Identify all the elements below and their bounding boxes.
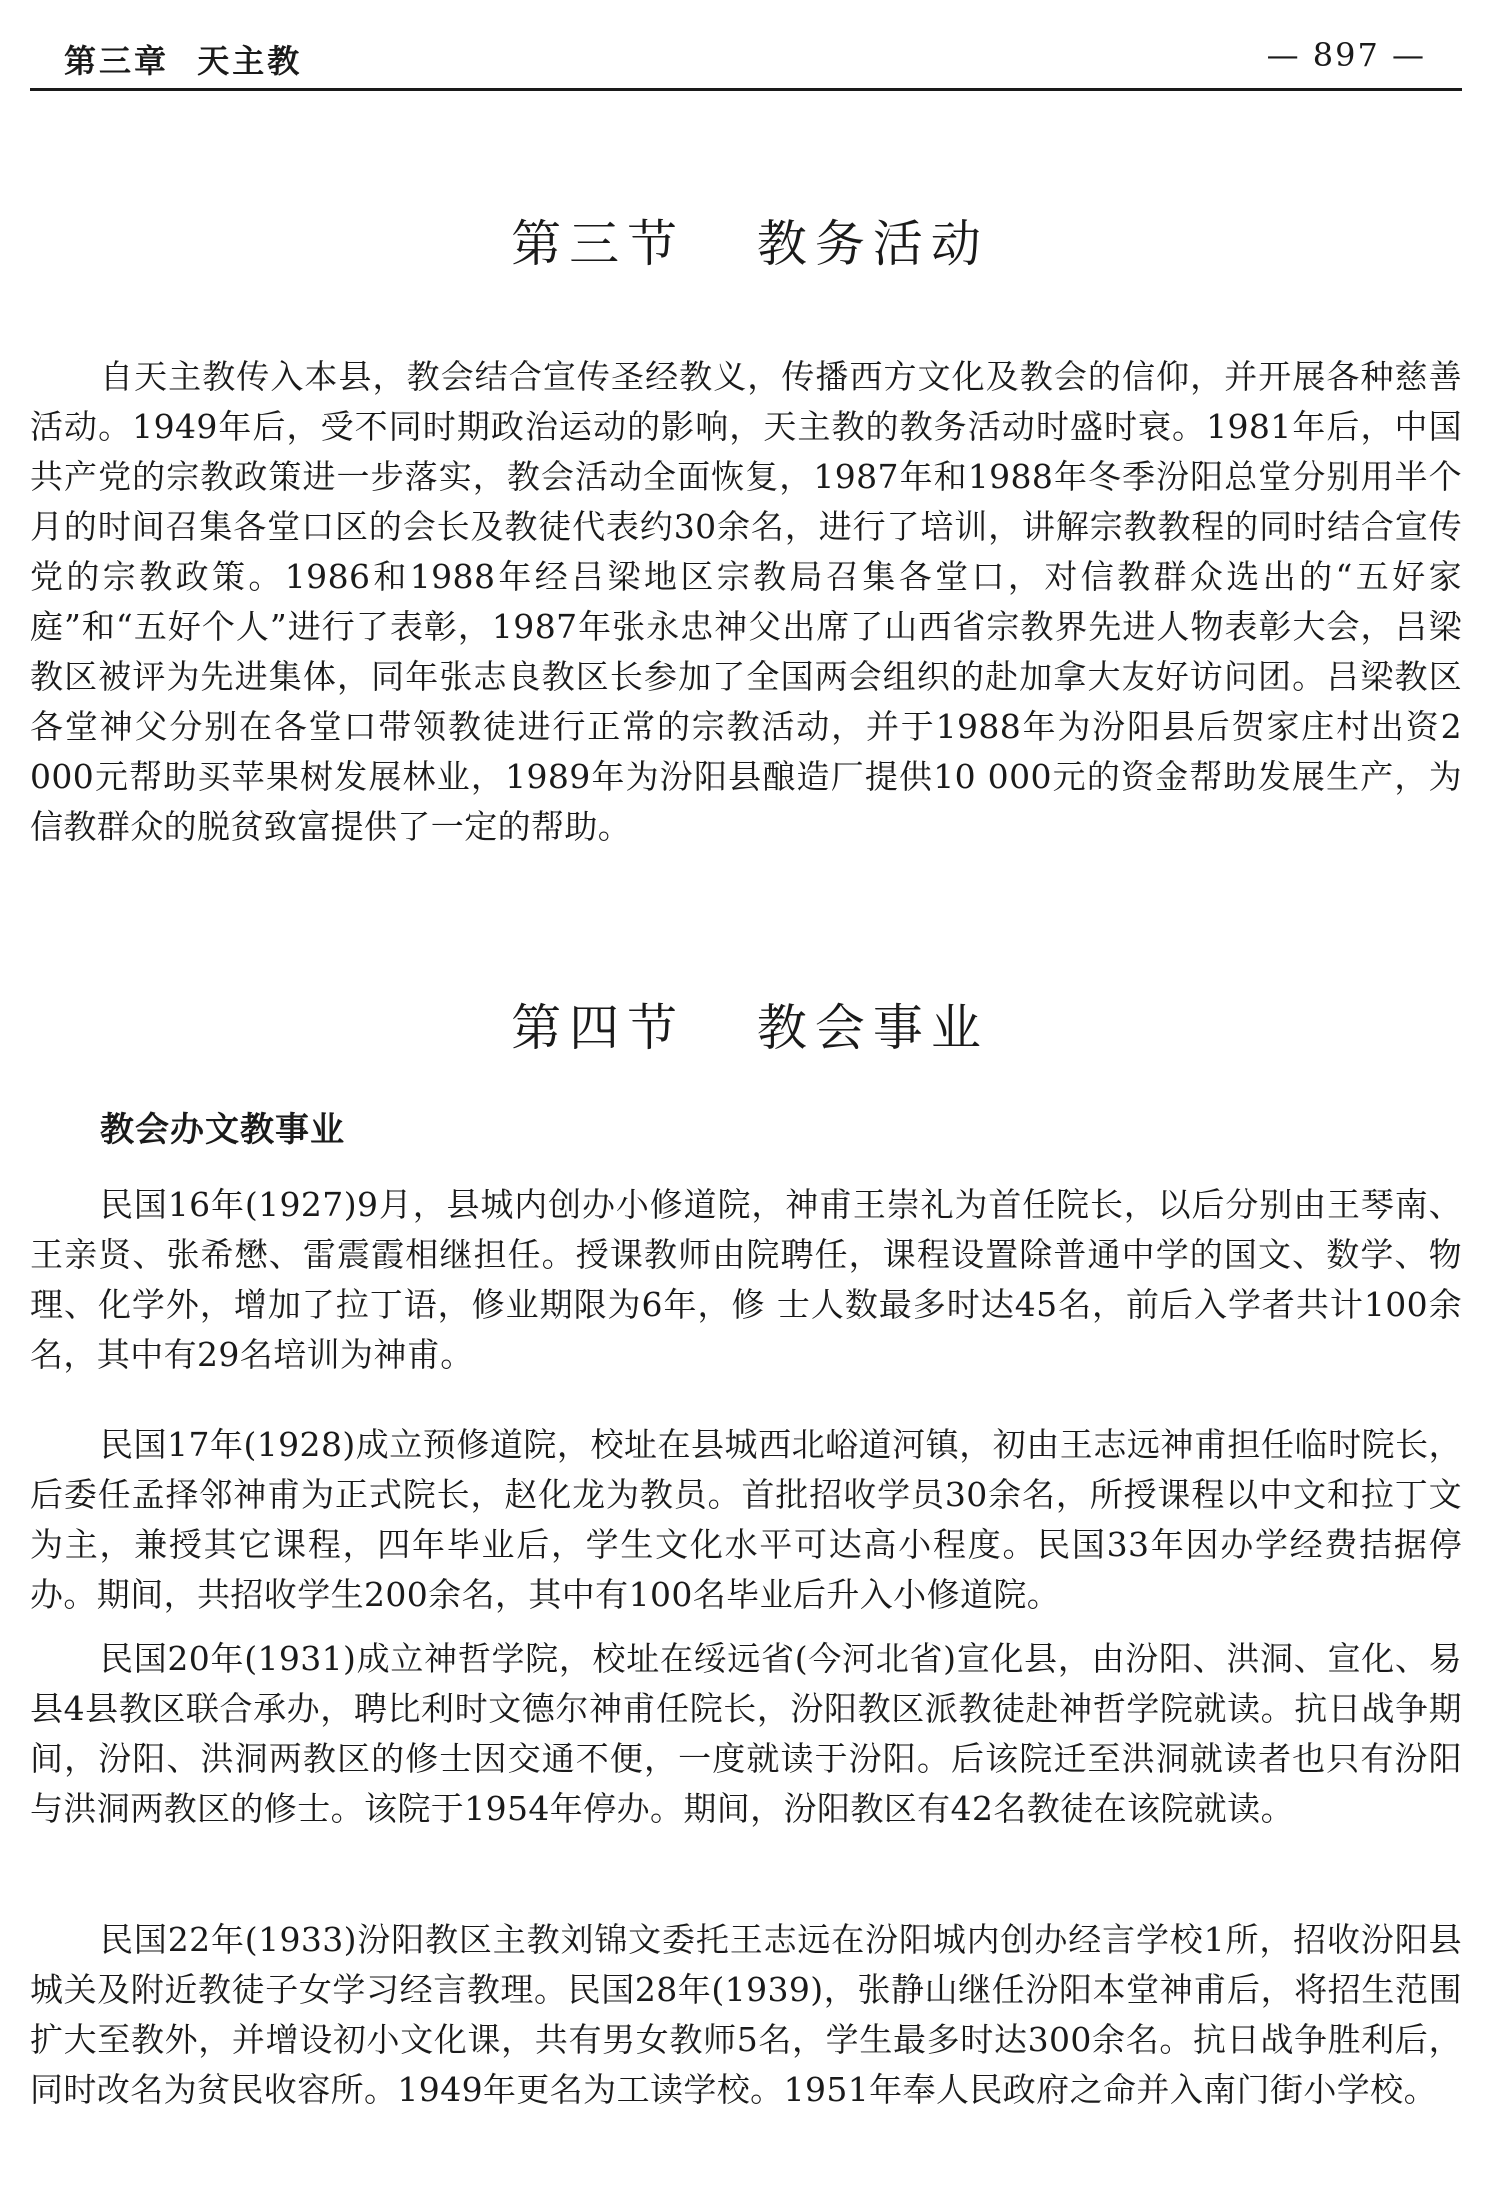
- paragraph: 民国22年(1933)汾阳教区主教刘锦文委托王志远在汾阳城内创办经言学校1所，招收汾阳县城关及附近教徒子女学习经言教理。民国28年(1939)，张静山继任汾阳本堂神甫后，将招生范围扩大至教外，并增设初小文化课，共有男女教师5名，学生最多时达300余名。抗日战争胜利后，同时改名为贫民收容所。1949年更名为工读学校。1951年奉人民政府之命并入南门街小学校。: [30, 1920, 1462, 2109]
- section-title-4: 第四节 教会事业: [511, 999, 989, 1057]
- running-header: [30, 36, 1462, 91]
- paragraph: 民国16年(1927)9月，县城内创办小修道院，神甫王崇礼为首任院长，以后分别由王琴南、王亲贤、张希懋、雷震霞相继担任。授课教师由院聘任，课程设置除普通中学的国文、数学、物理、化学外，增加了拉丁语，修业期限为6年，修 士人数最多时达45名，前后入学者共计100余名，其中有29名培训为神甫。: [30, 1185, 1462, 1374]
- paragraph: 自天主教传入本县，教会结合宣传圣经教义，传播西方文化及教会的信仰，并开展各种慈善活动。1949年后，受不同时期政治运动的影响，天主教的教务活动时盛时衰。1981年后，中国共产党的宗教政策进一步落实，教会活动全面恢复，1987年和1988年冬季汾阳总堂分别用半个月的时间召集各堂口区的会长及教徒代表约30余名，进行了培训，讲解宗教教程的同时结合宣传党的宗教政策。1986和1988年经吕梁地区宗教局召集各堂口，对信教群众选出的“五好家庭”和“五好个人”进行了表彰，1987年张永忠神父出席了山西省宗教界先进人物表彰大会，吕梁教区被评为先进集体，同年张志良教区长参加了全国两会组织的赴加拿大友好访问团。吕梁教区各堂神父分别在各堂口带领教徒进行正常的宗教活动，并于1988年为汾阳县后贺家庄村出资2 000元帮助买苹果树发展林业，1989年为汾阳县酿造厂提供10 000元的资金帮助发展生产，为信教群众的脱贫致富提供了一定的帮助。: [30, 357, 1462, 846]
- page-number: — 897 —: [1266, 36, 1426, 74]
- subheading: 教会办文教事业: [100, 1110, 345, 1150]
- paragraph: 民国17年(1928)成立预修道院，校址在县城西北峪道河镇，初由王志远神甫担任临时院长，后委任孟择邻神甫为正式院长，赵化龙为教员。首批招收学员30余名，所授课程以中文和拉丁文为主，兼授其它课程，四年毕业后，学生文化水平可达高小程度。民国33年因办学经费拮据停办。期间，共招收学生200余名，其中有100名毕业后升入小修道院。: [30, 1425, 1462, 1614]
- chapter-title: 第三章 天主教: [64, 42, 303, 80]
- section-title-3: 第三节 教务活动: [511, 215, 989, 273]
- paragraph: 民国20年(1931)成立神哲学院，校址在绥远省(今河北省)宣化县，由汾阳、洪洞、宣化、易县4县教区联合承办，聘比利时文德尔神甫任院长，汾阳教区派教徒赴神哲学院就读。抗日战争期间，汾阳、洪洞两教区的修士因交通不便，一度就读于汾阳。后该院迁至洪洞就读者也只有汾阳与洪洞两教区的修士。该院于1954年停办。期间，汾阳教区有42名教徒在该院就读。: [30, 1639, 1462, 1828]
